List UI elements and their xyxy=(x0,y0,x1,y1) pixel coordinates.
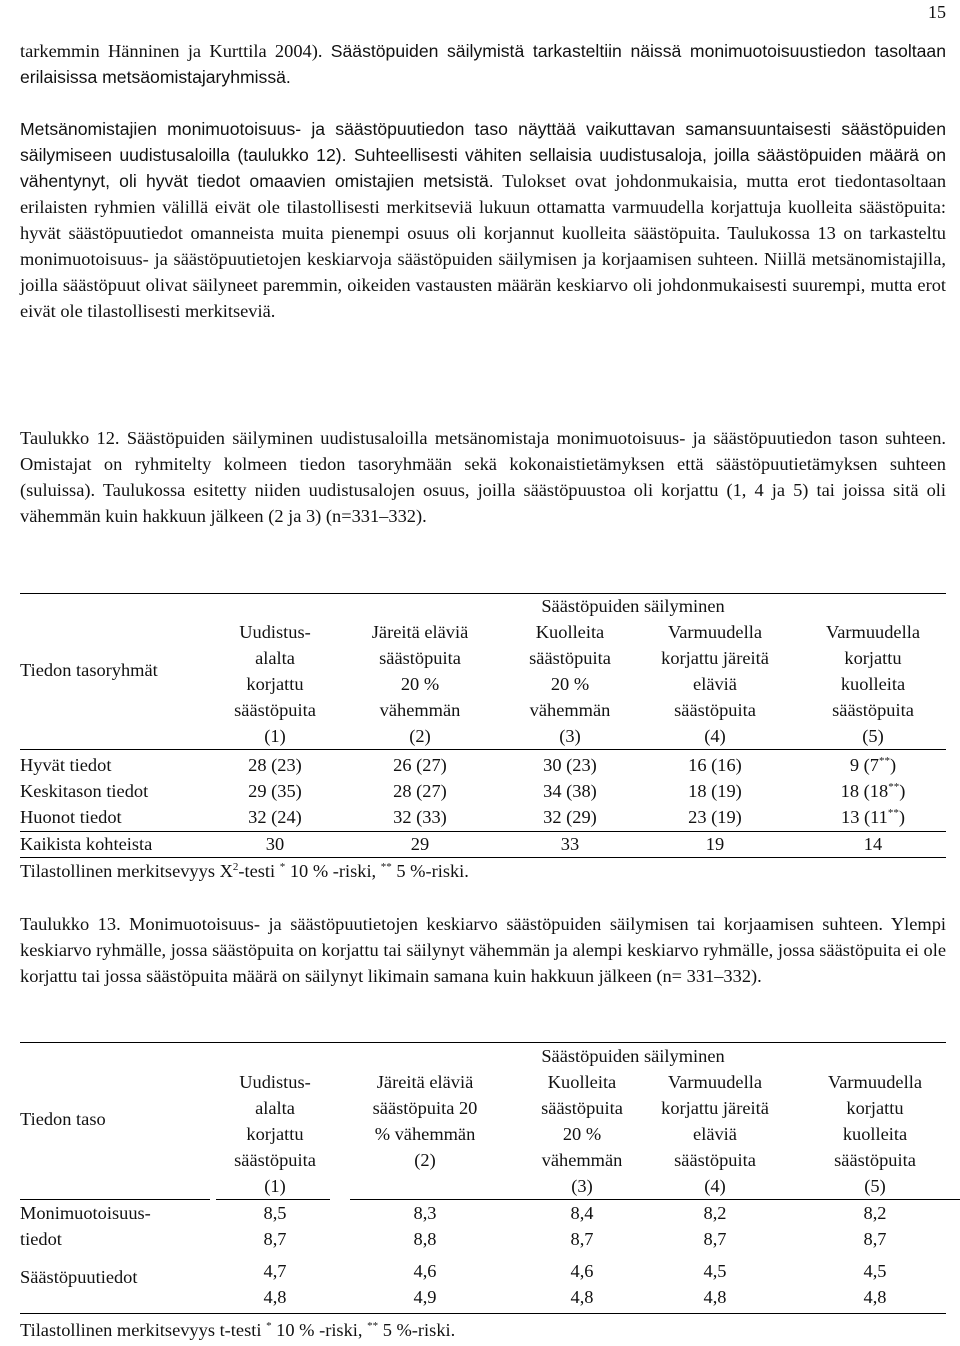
table-cell: 13 (11**) xyxy=(841,806,905,827)
table-cell: 8,2 8,7 xyxy=(703,1203,727,1249)
table-cell: 30 (23) xyxy=(543,755,597,775)
table-cell: 32 (29) xyxy=(543,807,597,827)
main-serif-text-3: Niillä metsänomistajilla, joilla säästöpuut olivat säilyneet paremmin, oikeiden vastausten määrän keskiarvo oli johdonmukaisesti suurempi, mutta erot eivät ole tilastollisesti merkitseviä. xyxy=(20,249,946,321)
table-13 xyxy=(20,1040,946,1346)
table12-header-rule xyxy=(20,749,946,750)
table-cell: 18 (18**) xyxy=(840,780,906,801)
table-cell: 26 (27) xyxy=(393,755,447,775)
table12-footnote: Tilastollinen merkitsevyys $X^2$-testi * 10 % -riski, ** 5 %-riski. xyxy=(20,860,469,881)
table-cell: 29 xyxy=(410,834,430,854)
table-cell: 9 (7**) xyxy=(849,754,897,775)
page-number: 15 xyxy=(928,2,946,22)
main-serif-text-1: Tulokset ovat johdonmukaisia, mutta erot tiedontasoltaan erilaisten ryhmien välillä eivät ole tilastollisesti merkitseviä lukuun ottamatta varmuudella korjattuja kuolleita säästöpuita: hyvät säästöpuutiedot omanneista muita pienempi osuus oli korjannut kuolleita säästöpuita. xyxy=(20,171,947,243)
table12-col1-header: Uudistus- alalta korjattu säästöpuita (1) xyxy=(234,622,316,746)
table-cell: 4,7 4,8 xyxy=(263,1261,287,1307)
table-cell: 4,6 4,9 xyxy=(413,1261,437,1307)
table-cell: 4,5 4,8 xyxy=(703,1261,727,1307)
table-cell: 33 xyxy=(560,834,580,854)
table12-row-header: Tiedon tasoryhmät xyxy=(20,660,158,680)
table13-col4-header: Varmuudella korjattu järeitä eläviä säästöpuita (4) xyxy=(661,1072,769,1196)
table-cell: 8,4 8,7 xyxy=(570,1203,594,1249)
table12-group-header: Säästöpuiden säilyminen xyxy=(541,596,725,616)
table-cell: 23 (19) xyxy=(688,807,742,827)
table-cell: 8,3 8,8 xyxy=(413,1203,437,1249)
table-row-label: Huonot tiedot xyxy=(20,807,122,827)
table-cell: 18 (19) xyxy=(688,781,742,801)
table-cell: 32 (33) xyxy=(393,807,447,827)
table12-col3-header: Kuolleita säästöpuita 20 % vähemmän (3) xyxy=(529,622,611,746)
table-cell: 28 (23) xyxy=(248,755,302,775)
table-cell: 32 (24) xyxy=(248,807,302,827)
table13-col1-header: Uudistus- alalta korjattu säästöpuita (1) xyxy=(234,1072,316,1196)
table-cell: 4,6 4,8 xyxy=(570,1261,594,1307)
table13-footnote: Tilastollinen merkitsevyys t-testi * 10 % -riski, ** 5 %-riski. xyxy=(20,1319,456,1340)
main-serif-text-2: Taulukossa 13 on tarkasteltu monimuotoisuus- ja säästöpuutietojen keskiarvoja säästöpuiden säilymisen ja korjaamisen suhteen. xyxy=(20,223,947,269)
table-cell: 34 (38) xyxy=(543,781,597,801)
table-cell: 4,5 4,8 xyxy=(863,1261,887,1307)
table13-col5-header: Varmuudella korjattu kuolleita säästöpuita (5) xyxy=(828,1072,922,1196)
table-cell: 16 (16) xyxy=(688,755,742,775)
table-row-label: Hyvät tiedot xyxy=(20,755,112,775)
table-row-label: Monimuotoisuus- tiedot xyxy=(20,1203,151,1249)
table-cell: 8,2 8,7 xyxy=(863,1203,887,1249)
table12-caption: Taulukko 12. Säästöpuiden säilyminen uudistusaloilla metsänomistaja monimuotoisuus- ja säästöpuutiedon tason suhteen. Omistajat on ryhmitelty kolmeen tiedon tasoryhmään sekä kokonaistietämyksen että säästöpuutietämyksen suhteen (suluissa). Taulukossa esitetty niiden uudistusalojen osuus, joilla säästöpuustoa oli korjattu (1, 4 ja 5) tai joissa sitä oli vähemmän kuin hakkuun jälkeen (2 ja 3) (n=331–332). xyxy=(20,428,946,526)
table-cell: 19 xyxy=(705,834,725,854)
intro-paragraph xyxy=(20,38,946,90)
table-cell: 28 (27) xyxy=(393,781,447,801)
main-paragraph xyxy=(20,116,946,324)
table13-bottom-rule xyxy=(20,1313,946,1314)
table-cell: 30 xyxy=(265,834,285,854)
table13-caption: Taulukko 13. Monimuotoisuus- ja säästöpuutietojen keskiarvo säästöpuiden säilymisen tai korjaamisen suhteen. Ylempi keskiarvo ryhmälle, jossa säästöpuita on korjattu tai säilynyt vähemmän ja alempi keskiarvo ryhmälle, jossa säästöpuita ei ole korjattu tai jossa säästöpuita määrä on säilynyt likimain samana kuin hakkuun jälkeen (n= 331–332). xyxy=(20,914,946,986)
main-sans-text: Metsänomistajien monimuotoisuus- ja säästöpuutiedon taso näyttää vaikuttavan samansuuntaisesti säästöpuiden säilymiseen uudistusaloilla (taulukko 12). Suhteellisesti vähiten sellaisia uudistusaloja, joilla säästöpuiden määrä on vähentynyt, oli hyvät tiedot omaavien omistajien metsistä. xyxy=(20,119,946,191)
table13-row-header: Tiedon taso xyxy=(20,1109,106,1129)
table-12 xyxy=(20,590,946,890)
table12-col4-header: Varmuudella korjattu järeitä eläviä säästöpuita (4) xyxy=(661,622,769,746)
table-cell: 29 (35) xyxy=(248,781,302,801)
intro-sans-text: Säästöpuiden säilymistä tarkasteltiin näissä monimuotoisuustiedon tasoltaan erilaisissa metsäomistajaryhmissä. xyxy=(20,41,946,87)
table-row-label: Säästöpuutiedot xyxy=(20,1267,138,1287)
table-cell: 14 xyxy=(863,834,883,854)
table-row-label: Kaikista kohteista xyxy=(20,834,153,854)
table-cell: 8,5 8,7 xyxy=(263,1203,287,1249)
table12-col2-header: Järeitä eläviä säästöpuita 20 % vähemmän (2) xyxy=(371,622,469,746)
table-row-label: Keskitason tiedot xyxy=(20,781,149,801)
table13-col2-header: Järeitä eläviä säästöpuita 20 % vähemmän (2) xyxy=(372,1072,478,1170)
table13-group-header: Säästöpuiden säilyminen xyxy=(541,1046,725,1066)
table13-col3-header: Kuolleita säästöpuita 20 % vähemmän (3) xyxy=(541,1072,623,1196)
table12-col5-header: Varmuudella korjattu kuolleita säästöpuita (5) xyxy=(826,622,920,746)
intro-serif-text: tarkemmin Hänninen ja Kurttila 2004). xyxy=(20,41,323,61)
